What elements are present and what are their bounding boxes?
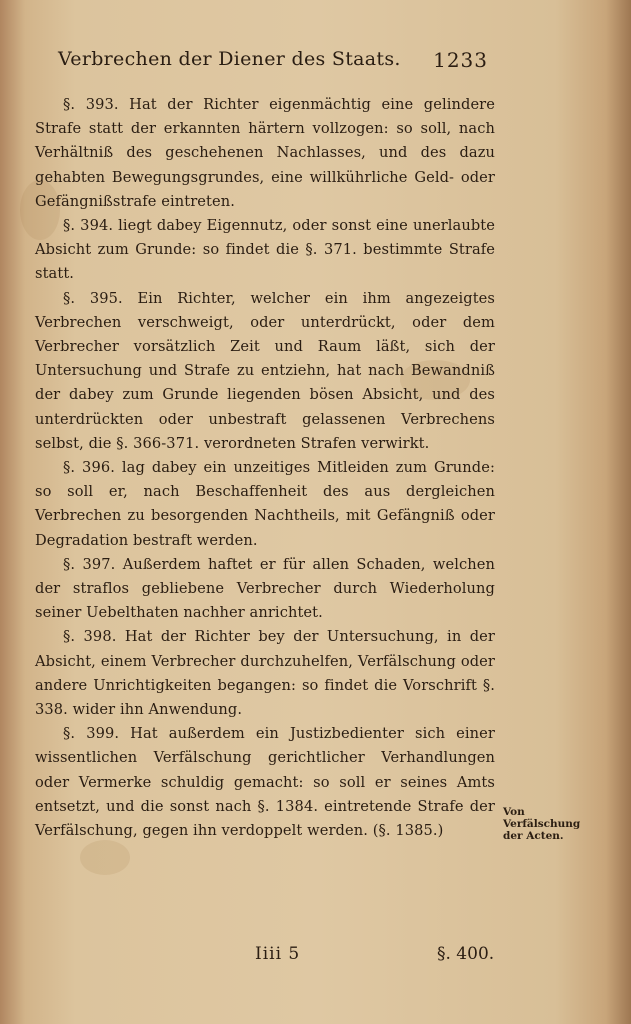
paragraph-394: §. 394. liegt dabey Eigennutz, oder sonst eine unerlaubte Absicht zum Grunde: so findet die §. 371. bestimmte Strafe statt. <box>35 217 495 283</box>
page-header <box>58 48 488 78</box>
margin-note: Von Verfälschung der Acten. <box>503 806 581 842</box>
page-number: 1233 <box>433 48 488 72</box>
paragraph-399: §. 399. Hat außerdem ein Justizbedienter sich einer wissentlichen Verfälschung gerichtlicher Verhandlungen oder Vermerke schuldig gemacht: so soll er seines Amts entsetzt, und die sonst nach §. 1384. eintretende Strafe der Verfälschung, gegen ihn verdoppelt werden. (§. 1385.) <box>35 725 495 840</box>
paragraph-396: §. 396. lag dabey ein unzeitiges Mitleiden zum Grunde: so soll er, nach Beschaffenheit des aus dergleichen Verbrechen zu besorgenden Nachtheils, mit Gefängniß oder Degradation bestraft werden. <box>35 459 495 549</box>
paragraph-397: §. 397. Außerdem haftet er für allen Schaden, welchen der straflos gebliebene Verbrecher durch Wiederholung seiner Uebelthaten nachher anrichtet. <box>35 555 495 622</box>
signature-mark: Iiii 5 <box>255 944 301 964</box>
paper-stain <box>80 840 130 875</box>
paragraph-398: §. 398. Hat der Richter bey der Untersuchung, in der Absicht, einem Verbrecher durchzuhelfen, Verfälschung oder andere Unrichtigkeiten begangen: so findet die Vorschrift §. 338. wider ihn Anwendung. <box>35 628 495 719</box>
paragraph-393: §. 393. Hat der Richter eigenmächtig eine gelindere Strafe statt der erkannten härtern vollzogen: so soll, nach Verhältniß des geschehenen Nachlasses, und des dazu gehabten Bewegungsgrundes, eine willkührliche Geld- oder Gefängnißstrafe eintreten. <box>35 96 495 210</box>
paragraph-395: §. 395. Ein Richter, welcher ein ihm angezeigtes Verbrechen verschweigt, oder unterdrückt, oder dem Verbrecher vorsätzlich Zeit und Raum läßt, sich der Untersuchung und Strafe zu entziehn, hat nach Bewandniß der dabey zum Grunde liegenden bösen Absicht, und des unterdrückten oder unbestraft gelassenen Verbrechens selbst, die §. 366-371. verordneten Strafen verwirkt. <box>35 289 495 452</box>
body-text <box>35 93 495 843</box>
running-title: Verbrechen der Diener des Staats. <box>58 48 401 70</box>
catchword: §. 400. <box>437 944 495 964</box>
